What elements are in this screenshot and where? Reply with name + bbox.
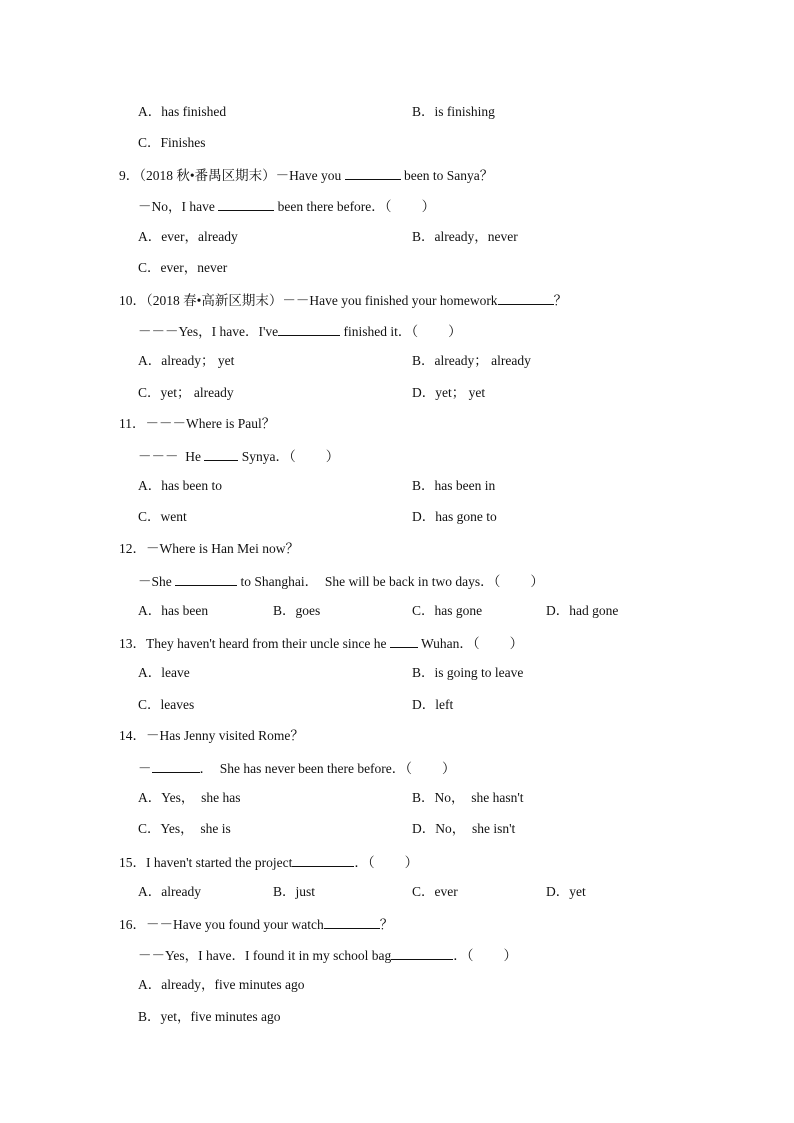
q11-option-a: A．has been to	[138, 478, 222, 493]
q9-reply: －No，I have been there before．（ ）	[138, 199, 436, 214]
answer-blank	[152, 759, 200, 773]
q11-stem: 11．－－－Where is Paul？	[119, 416, 276, 431]
answer-blank	[498, 291, 554, 305]
q10-option-b: B．already； already	[412, 353, 531, 368]
q15-option-c: C．ever	[412, 884, 458, 899]
q10-reply: －－－Yes，I have．I've finished it．（ ）	[138, 324, 462, 339]
q11-option-d: D．has gone to	[412, 509, 497, 524]
q13-option-a: A．leave	[138, 665, 190, 680]
q14-reply: － ． She has never been there before．（ ）	[138, 761, 456, 776]
q14-option-c: C．Yes， she is	[138, 821, 231, 836]
answer-blank	[391, 946, 453, 960]
q14-stem: 14．－Has Jenny visited Rome？	[119, 728, 304, 743]
q12-option-a: A．has been	[138, 603, 209, 618]
answer-blank	[278, 322, 340, 336]
q8-option-b: B．is finishing	[412, 104, 495, 119]
q13-stem: 13．They haven't heard from their uncle since he Wuhan．（ ）	[119, 636, 524, 651]
answer-blank	[204, 447, 238, 461]
q12-option-d: D．had gone	[546, 603, 619, 618]
q9-option-c: C．ever，never	[138, 260, 228, 275]
q14-option-d: D．No， she isn't	[412, 821, 516, 836]
q12-option-b: B．goes	[273, 603, 321, 618]
q11-reply: －－－ He Synya．（ ）	[138, 449, 340, 464]
q13-option-b: B．is going to leave	[412, 665, 524, 680]
answer-blank	[292, 853, 354, 867]
q13-option-c: C．leaves	[138, 697, 195, 712]
q14-option-a: A．Yes， she has	[138, 790, 241, 805]
answer-blank	[218, 197, 274, 211]
q15-option-b: B．just	[273, 884, 316, 899]
q9-option-a: A．ever，already	[138, 229, 238, 244]
q15-option-d: D．yet	[546, 884, 586, 899]
q12-stem: 12．－Where is Han Mei now？	[119, 541, 299, 556]
q13-option-d: D．left	[412, 697, 454, 712]
q16-option-b: B．yet，five minutes ago	[138, 1009, 281, 1024]
answer-blank	[390, 634, 418, 648]
answer-blank	[345, 166, 401, 180]
q9-stem: 9．（2018 秋•番禺区期末）－Have you been to Sanya？	[119, 168, 494, 183]
q16-stem: 16．－－Have you found your watch ？	[119, 917, 394, 932]
answer-blank	[175, 572, 237, 586]
q12-reply: －She to Shanghai． She will be back in two days．（ ）	[138, 574, 544, 589]
q10-option-c: C．yet； already	[138, 385, 234, 400]
q16-reply: －－Yes，I have．I found it in my school bag ．（ ）	[138, 948, 517, 963]
answer-blank	[324, 915, 380, 929]
q11-option-b: B．has been in	[412, 478, 496, 493]
q8-option-a: A．has finished	[138, 104, 227, 119]
q15-stem: 15．I haven't started the project ．（ ）	[119, 855, 419, 870]
q9-option-b: B．already，never	[412, 229, 518, 244]
q8-option-c: C．Finishes	[138, 135, 206, 150]
q15-option-a: A．already	[138, 884, 201, 899]
q10-option-a: A．already； yet	[138, 353, 235, 368]
q10-option-d: D．yet； yet	[412, 385, 486, 400]
q12-option-c: C．has gone	[412, 603, 483, 618]
q14-option-b: B．No， she hasn't	[412, 790, 524, 805]
q16-option-a: A．already，five minutes ago	[138, 977, 305, 992]
q11-option-c: C．went	[138, 509, 187, 524]
q10-stem: 10．（2018 春•高新区期末）－－Have you finished your homework ？	[119, 293, 568, 308]
